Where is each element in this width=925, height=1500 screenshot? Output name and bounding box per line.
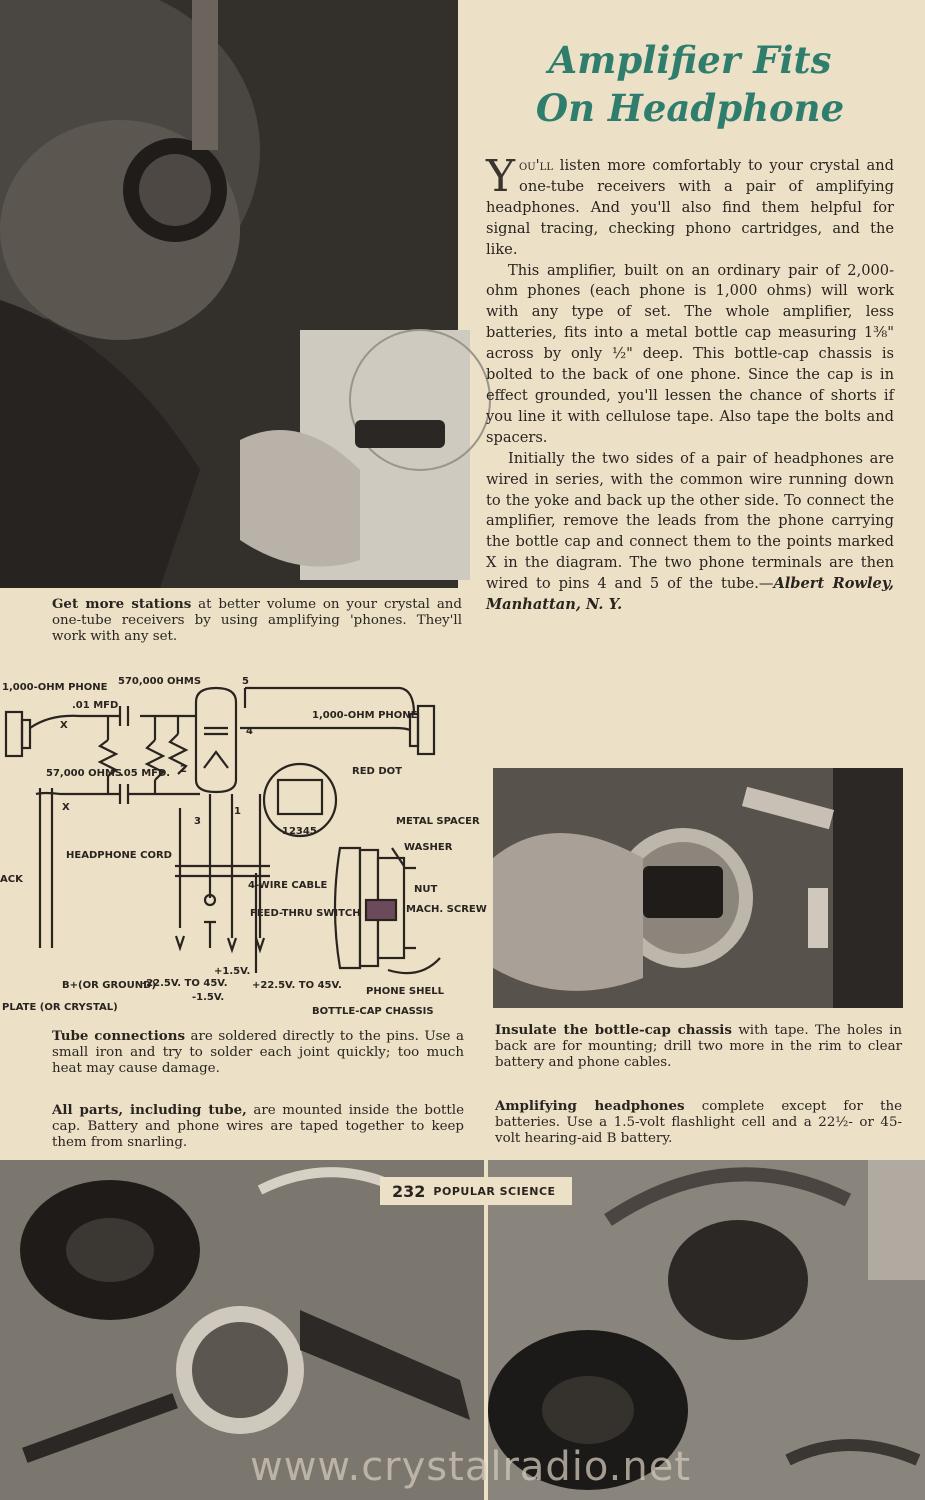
label-metal-spacer: METAL SPACER [396, 816, 480, 827]
label-570k: 570,000 OHMS [118, 676, 202, 687]
label-x1: X [60, 720, 68, 731]
article-body [486, 151, 894, 616]
caption-amplifying [495, 1098, 902, 1147]
paragraph-3 [486, 449, 894, 616]
magazine-name: POPULAR SCIENCE [433, 1184, 556, 1198]
label-phone-shell: PHONE SHELL [366, 986, 445, 997]
caption-photo-1 [52, 596, 462, 645]
caption-photo-1-text: at better volume on your crystal and one-tube receivers by using amplifying 'phones. They'll work with any set. [52, 597, 462, 644]
wiring-diagram-svg [0, 668, 487, 1020]
label-feed-thru: FEED-THRU SWITCH [250, 908, 361, 919]
label-minus-15: -1.5V. [192, 992, 225, 1003]
paragraph-1 [486, 151, 894, 261]
caption-diagram-text: are soldered directly to the pins. Use a small iron and try to solder each joint quickly; too much heat may cause damage. [52, 1029, 464, 1076]
paragraph-3-text: Initially the two sides of a pair of headphones are wired in series, with the common wire running down to the yoke and back up the other side. To connect the amplifier, remove the leads from the phone carrying the bottle cap and connect them to the points marked X in the diagram. The two phone terminals are then wired to pins 4 and 5 of the tube.— [486, 449, 894, 593]
label-pin-5: 5 [242, 676, 249, 687]
caption-diagram-bold: Tube connections [52, 1028, 185, 1044]
caption-photo-1-bold: Get more stations [52, 596, 192, 612]
title-line-1: Amplifier Fits [548, 38, 832, 82]
page-number: 232 [392, 1181, 426, 1201]
page-folio [380, 1177, 572, 1205]
label-bottlecap-chassis: BOTTLE-CAP CHASSIS [312, 1006, 434, 1017]
label-plus-15: +1.5V. [214, 966, 251, 977]
label-red-dot: RED DOT [352, 766, 402, 777]
paragraph-1-text: listen more comfortably to your crystal and one-tube receivers with a pair of amplifying headphones. And you'll also find them helpful for signal tracing, checking phono cartridges, and the like. [486, 157, 894, 258]
caption-parts-text: are mounted inside the bottle cap. Battery and phone wires are taped together to keep them from snarling. [52, 1103, 464, 1150]
label-57k: 57,000 OHMS [46, 768, 123, 779]
article-title [470, 36, 910, 132]
label-nut: NUT [414, 884, 438, 895]
watermark-text: www.crystalradio.net [250, 1444, 692, 1490]
caption-parts-bold: All parts, including tube, [52, 1102, 247, 1118]
paragraph-1-smallcaps: ou'll [519, 157, 553, 174]
label-pin-4: 4 [246, 726, 253, 737]
caption-insulate-bold: Insulate the bottle-cap chassis [495, 1022, 732, 1038]
caption-insulate [495, 1022, 902, 1071]
label-phone-left: 1,000-OHM PHONE [2, 682, 108, 693]
byline: Albert Rowley, Manhattan, N. Y. [486, 575, 894, 614]
label-pin-1: 1 [234, 806, 241, 817]
label-phone-right: 1,000-OHM PHONE [312, 710, 418, 721]
caption-diagram [52, 1028, 464, 1077]
drop-cap: Y [486, 151, 516, 202]
caption-amplifying-text: complete except for the batteries. Use a 1.5-volt flashlight cell and a 22½- or 45-volt hearing-aid B battery. [495, 1099, 902, 1146]
wiring-diagram [0, 668, 487, 1020]
title-line-2: On Headphone [535, 86, 845, 130]
label-x2: X [62, 802, 70, 813]
caption-amplifying-bold: Amplifying headphones [495, 1098, 685, 1114]
label-wire-cable: 4-WIRE CABLE [248, 880, 328, 891]
label-b-plus: B+(OR GROUND) [62, 980, 157, 991]
label-minus-225: -22.5V. TO 45V. [142, 978, 228, 989]
photo-man-headphone [0, 0, 458, 588]
label-cap-01: .01 MFD. [72, 700, 123, 711]
label-washer: WASHER [404, 842, 453, 853]
label-pin-numbers: 12345 [282, 826, 317, 837]
label-headphone-cord: HEADPHONE CORD [66, 850, 172, 861]
caption-insulate-text: with tape. The holes in back are for mounting; drill two more in the rim to clear battery and phone cables. [495, 1023, 902, 1070]
photo-bottle-cap [493, 768, 903, 1008]
paragraph-2: This amplifier, built on an ordinary pair of 2,000-ohm phones (each phone is 1,000 ohms) will work with any type of set. The whole amplifier, less batteries, fits into a metal bottle cap measuring 1⅜" across by only ½" deep. This bottle-cap chassis is bolted to the back of one phone. Since the cap is in effect grounded, you'll lessen the chance of shorts if you line it with cellulose tape. Also tape the bolts and spacers. [486, 261, 894, 446]
label-pin-2: 2 [180, 764, 187, 775]
caption-parts [52, 1102, 464, 1151]
label-plate: PLATE (OR CRYSTAL) [2, 1002, 118, 1013]
label-cap-05: .05 MFD. [120, 768, 171, 779]
label-mach-screw: MACH. SCREW [406, 904, 487, 915]
label-ack: ACK [0, 874, 23, 885]
label-plus-225: +22.5V. TO 45V. [252, 980, 342, 991]
label-pin-3: 3 [194, 816, 201, 827]
